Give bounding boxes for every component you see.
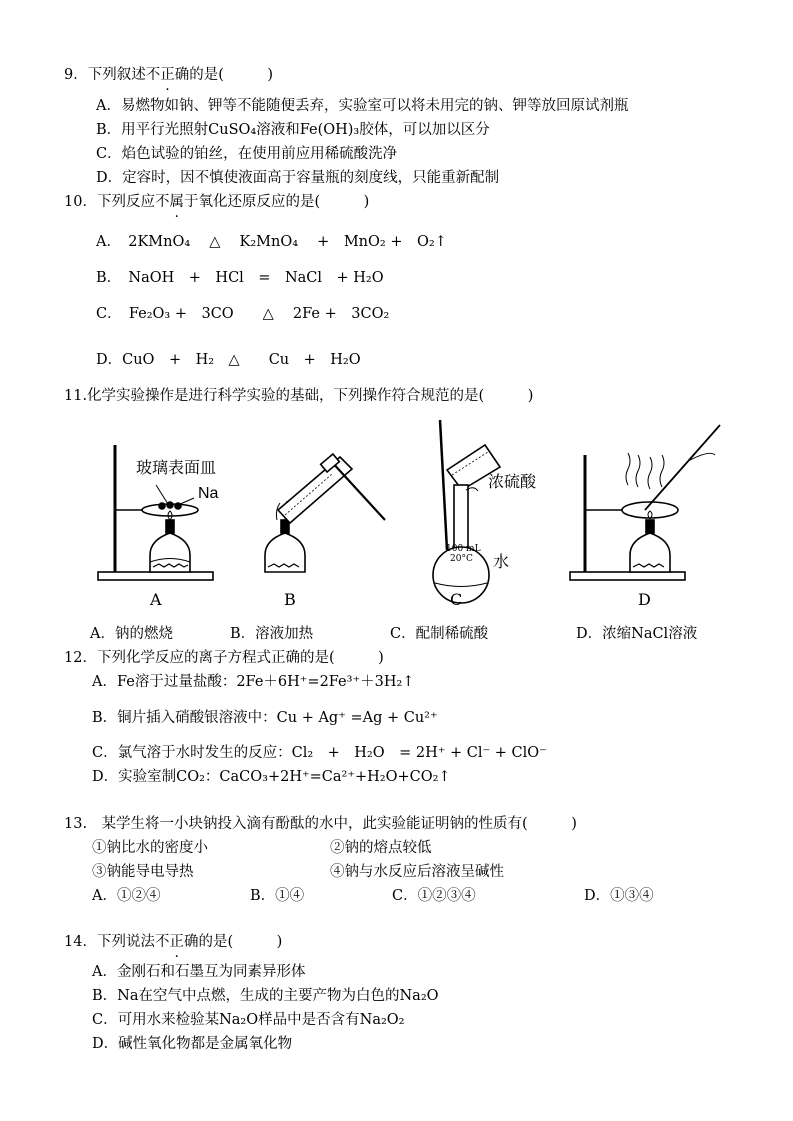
q14-option-b: B．Na在空气中点燃，生成的主要产物为白色的Na₂O	[92, 988, 439, 1004]
q9-stem: 9．下列叙述不正确的是( )	[64, 67, 274, 83]
flask-volume-mark: 100 mL	[446, 544, 481, 554]
q13-property-1: ①钠比水的密度小	[92, 840, 208, 856]
q10-stem: 10．下列反应不属于氧化还原反应的是( )	[64, 194, 370, 210]
label-glass-dish: 玻璃表面皿	[136, 458, 217, 477]
figure-letter-a: A	[150, 590, 162, 609]
q11-apparatus-figure	[90, 415, 740, 615]
figure-letter-b: B	[284, 590, 296, 609]
q14-option-a: A．金刚石和石墨互为同素异形体	[92, 964, 306, 980]
q11-option-c: C．配制稀硫酸	[390, 626, 489, 642]
flask-temp-mark: 20°C	[450, 554, 473, 564]
q12-option-d: D．实验室制CO₂：CaCO₃+2H⁺=Ca²⁺+H₂O+CO₂↑	[92, 769, 451, 785]
label-na: Na	[198, 485, 219, 502]
q10-emphasis: 不属于	[154, 194, 199, 210]
q11-option-b: B．溶液加热	[230, 626, 314, 642]
q9-option-c: C．焰色试验的铂丝，在使用前应用稀硫酸洗净	[96, 146, 398, 162]
q11-stem: 11.化学实验操作是进行科学实验的基础，下列操作符合规范的是( )	[64, 388, 534, 404]
apparatus-d	[570, 425, 720, 580]
q13-option-c: C．①②③④	[392, 888, 476, 904]
q10-option-c: C． Fe₂O₃ + 3CO △ 2Fe + 3CO₂	[96, 306, 390, 322]
q14-option-d: D．碱性氧化物都是金属氧化物	[92, 1036, 293, 1052]
q12-stem: 12．下列化学反应的离子方程式正确的是( )	[64, 650, 384, 666]
q9-emphasis: 不正确	[145, 67, 190, 83]
apparatus-b	[265, 454, 385, 572]
figure-letter-d: D	[638, 590, 651, 609]
q10-option-a: A． 2KMnO₄ △ K₂MnO₄ + MnO₂ + O₂↑	[96, 234, 447, 250]
q13-property-2: ②钠的熔点较低	[330, 840, 432, 856]
q10-option-b: B． NaOH + HCl = NaCl + H₂O	[96, 270, 384, 286]
q13-property-3: ③钠能导电导热	[92, 864, 194, 880]
q9-option-b: B．用平行光照射CuSO₄溶液和Fe(OH)₃胶体，可以加以区分	[96, 122, 490, 138]
q13-option-b: B．①④	[250, 888, 305, 904]
q10-option-d: D．CuO + H₂ △ Cu + H₂O	[96, 352, 361, 368]
q13-property-4: ④钠与水反应后溶液呈碱性	[330, 864, 504, 880]
q9-option-d: D．定容时，因不慎使液面高于容量瓶的刻度线，只能重新配制	[96, 170, 500, 186]
q11-option-d: D．浓缩NaCl溶液	[576, 626, 698, 642]
q13-option-a: A．①②④	[92, 888, 161, 904]
label-water: 水	[493, 552, 510, 571]
q9-option-a: A．易燃物如钠、钾等不能随便丢弃，实验室可以将未用完的钠、钾等放回原试剂瓶	[96, 98, 629, 114]
q14-stem: 14．下列说法不正确的是( )	[64, 934, 283, 950]
q14-option-c: C．可用水来检验某Na₂O样品中是否含有Na₂O₂	[92, 1012, 405, 1028]
q12-option-c: C．氯气溶于水时发生的反应：Cl₂ + H₂O = 2H⁺ + Cl⁻ + ClO⁻	[92, 745, 547, 761]
q12-option-a: A．Fe溶于过量盐酸：2Fe＋6H⁺=2Fe³⁺＋3H₂↑	[92, 674, 415, 690]
q11-option-a: A．钠的燃烧	[90, 626, 173, 642]
q14-emphasis: 不正确	[154, 934, 199, 950]
q13-stem: 13. 某学生将一小块钠投入滴有酚酞的水中，此实验能证明钠的性质有( )	[64, 816, 577, 832]
label-conc-acid: 浓硫酸	[488, 472, 537, 491]
figure-letter-c: C	[450, 590, 463, 609]
apparatus-c	[433, 420, 500, 603]
q12-option-b: B．铜片插入硝酸银溶液中：Cu + Ag⁺ =Ag + Cu²⁺	[92, 710, 438, 726]
q13-option-d: D．①③④	[584, 888, 654, 904]
